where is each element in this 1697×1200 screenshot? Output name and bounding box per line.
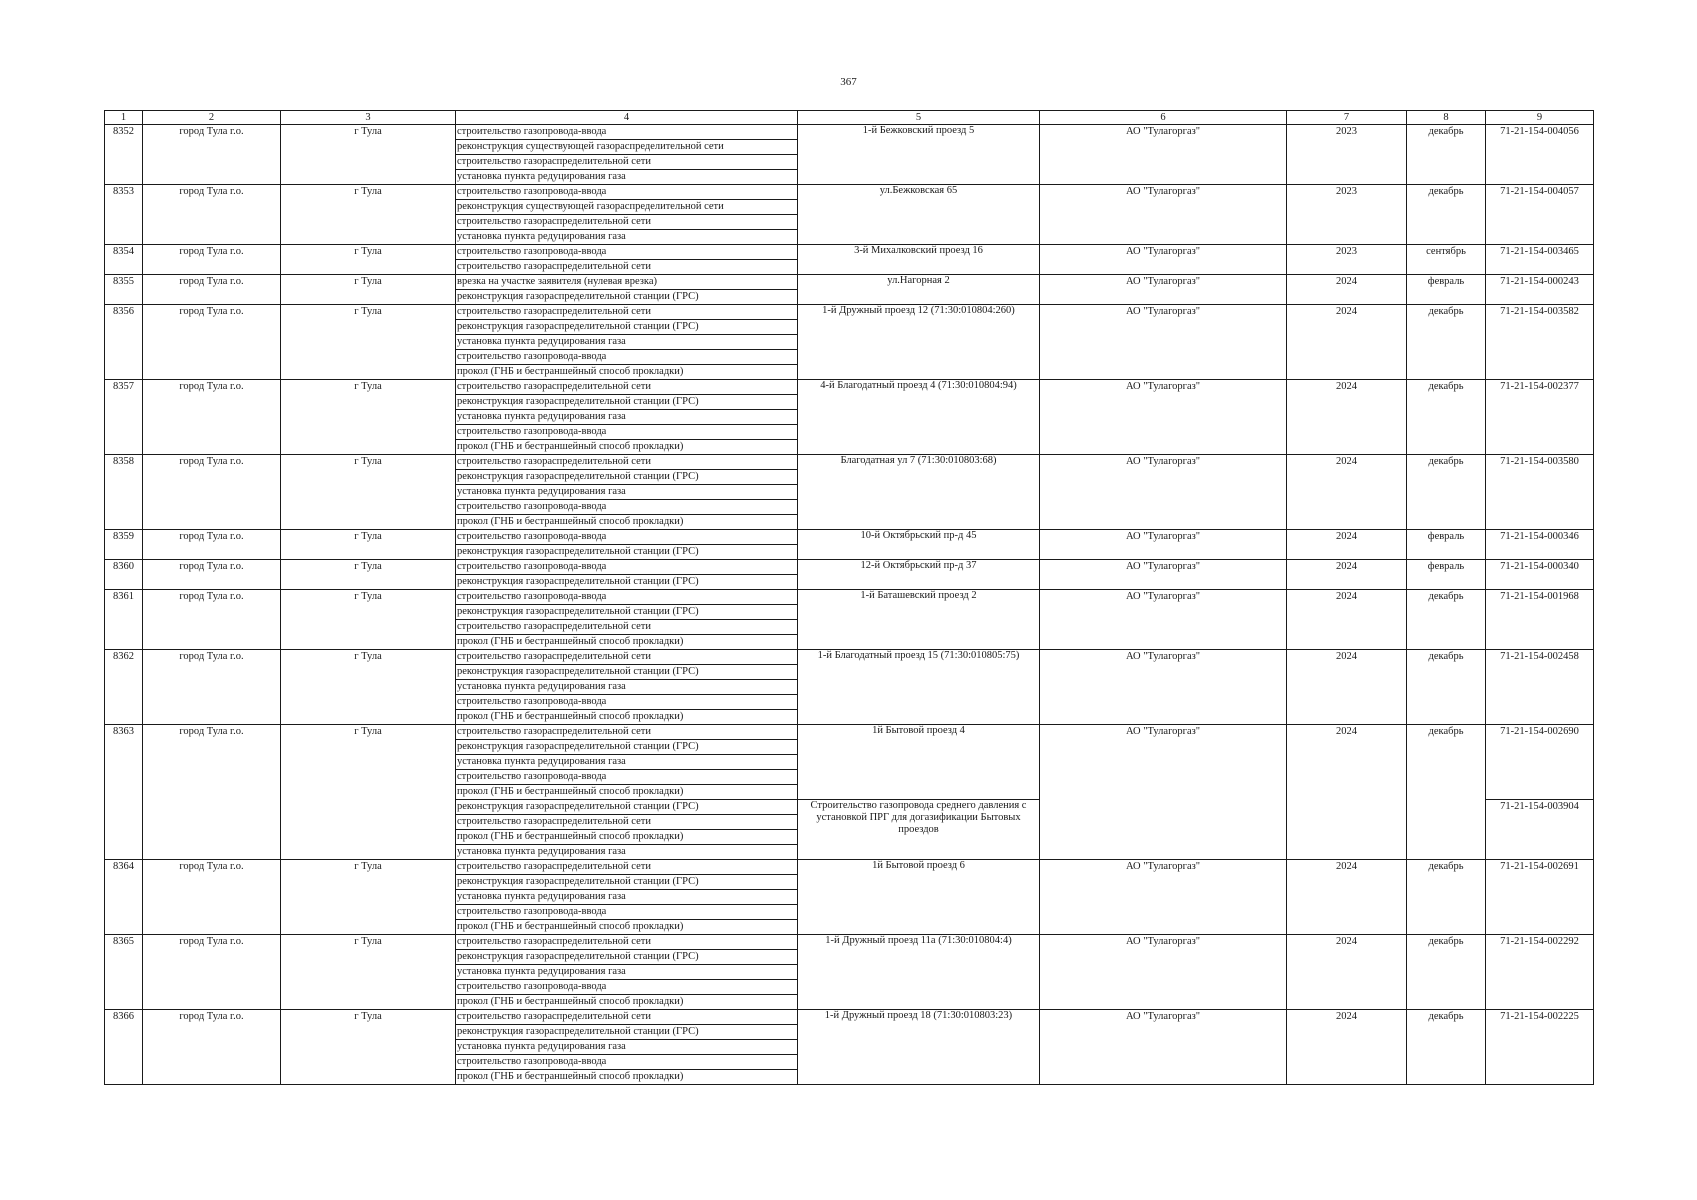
table-row xyxy=(105,380,1594,395)
locality-cell: г Тула xyxy=(281,455,456,530)
page-number: 367 xyxy=(840,76,857,88)
gasification-table xyxy=(104,110,1594,1085)
year-cell: 2023 xyxy=(1287,185,1407,245)
year-cell: 2024 xyxy=(1287,650,1407,725)
column-header: 4 xyxy=(456,111,798,125)
month-cell: декабрь xyxy=(1407,590,1486,650)
work-type-cell: прокол (ГНБ и бестраншейный способ прокладки) xyxy=(456,440,798,455)
district-cell: город Тула г.о. xyxy=(143,725,281,860)
table-row xyxy=(105,1010,1594,1025)
work-type-cell: реконструкция существующей газораспределительной сети xyxy=(456,200,798,215)
application-code-cell: 71-21-154-000243 xyxy=(1486,275,1594,305)
application-code-cell: 71-21-154-003904 xyxy=(1486,800,1594,860)
application-code-cell: 71-21-154-003465 xyxy=(1486,245,1594,275)
column-header: 7 xyxy=(1287,111,1407,125)
month-cell: декабрь xyxy=(1407,185,1486,245)
district-cell: город Тула г.о. xyxy=(143,275,281,305)
application-code-cell: 71-21-154-002377 xyxy=(1486,380,1594,455)
work-type-cell: реконструкция газораспределительной станции (ГРС) xyxy=(456,395,798,410)
address-cell: 1й Бытовой проезд 4 xyxy=(798,725,1040,800)
month-cell: декабрь xyxy=(1407,125,1486,185)
work-type-cell: строительство газораспределительной сети xyxy=(456,725,798,740)
locality-cell: г Тула xyxy=(281,380,456,455)
work-type-cell: реконструкция газораспределительной станции (ГРС) xyxy=(456,470,798,485)
work-type-cell: строительство газораспределительной сети xyxy=(456,380,798,395)
work-type-cell: строительство газораспределительной сети xyxy=(456,260,798,275)
work-type-cell: строительство газораспределительной сети xyxy=(456,455,798,470)
record-number: 8358 xyxy=(105,455,143,530)
work-type-cell: строительство газораспределительной сети xyxy=(456,620,798,635)
work-type-cell: строительство газопровода-ввода xyxy=(456,425,798,440)
locality-cell: г Тула xyxy=(281,560,456,590)
year-cell: 2024 xyxy=(1287,935,1407,1010)
work-type-cell: строительство газопровода-ввода xyxy=(456,500,798,515)
month-cell: декабрь xyxy=(1407,935,1486,1010)
address-cell: 12-й Октябрьский пр-д 37 xyxy=(798,560,1040,590)
month-cell: декабрь xyxy=(1407,725,1486,860)
address-cell: 1-й Дружный проезд 11а (71:30:010804:4) xyxy=(798,935,1040,1010)
work-type-cell: установка пункта редуцирования газа xyxy=(456,890,798,905)
locality-cell: г Тула xyxy=(281,1010,456,1085)
address-cell: 1-й Бежковский проезд 5 xyxy=(798,125,1040,185)
locality-cell: г Тула xyxy=(281,935,456,1010)
address-cell: ул.Нагорная 2 xyxy=(798,275,1040,305)
address-cell: 3-й Михалковский проезд 16 xyxy=(798,245,1040,275)
work-type-cell: строительство газопровода-ввода xyxy=(456,125,798,140)
district-cell: город Тула г.о. xyxy=(143,380,281,455)
work-type-cell: реконструкция газораспределительной станции (ГРС) xyxy=(456,1025,798,1040)
work-type-cell: реконструкция газораспределительной станции (ГРС) xyxy=(456,290,798,305)
year-cell: 2023 xyxy=(1287,245,1407,275)
column-header: 2 xyxy=(143,111,281,125)
organization-cell: АО "Тулагоргаз" xyxy=(1040,560,1287,590)
organization-cell: АО "Тулагоргаз" xyxy=(1040,455,1287,530)
locality-cell: г Тула xyxy=(281,650,456,725)
district-cell: город Тула г.о. xyxy=(143,650,281,725)
table-body xyxy=(105,125,1594,1085)
address-cell: 1й Бытовой проезд 6 xyxy=(798,860,1040,935)
work-type-cell: реконструкция газораспределительной станции (ГРС) xyxy=(456,950,798,965)
locality-cell: г Тула xyxy=(281,245,456,275)
organization-cell: АО "Тулагоргаз" xyxy=(1040,125,1287,185)
work-type-cell: прокол (ГНБ и бестраншейный способ прокладки) xyxy=(456,785,798,800)
table-row xyxy=(105,650,1594,665)
application-code-cell: 71-21-154-000346 xyxy=(1486,530,1594,560)
address-cell: 1-й Дружный проезд 18 (71:30:010803:23) xyxy=(798,1010,1040,1085)
column-header: 5 xyxy=(798,111,1040,125)
locality-cell: г Тула xyxy=(281,275,456,305)
work-type-cell: строительство газопровода-ввода xyxy=(456,185,798,200)
column-header: 6 xyxy=(1040,111,1287,125)
work-type-cell: строительство газопровода-ввода xyxy=(456,695,798,710)
record-number: 8353 xyxy=(105,185,143,245)
district-cell: город Тула г.о. xyxy=(143,935,281,1010)
record-number: 8357 xyxy=(105,380,143,455)
organization-cell: АО "Тулагоргаз" xyxy=(1040,1010,1287,1085)
application-code-cell: 71-21-154-002292 xyxy=(1486,935,1594,1010)
table-row xyxy=(105,860,1594,875)
district-cell: город Тула г.о. xyxy=(143,860,281,935)
work-type-cell: строительство газораспределительной сети xyxy=(456,215,798,230)
column-header: 9 xyxy=(1486,111,1594,125)
locality-cell: г Тула xyxy=(281,860,456,935)
work-type-cell: установка пункта редуцирования газа xyxy=(456,410,798,425)
work-type-cell: реконструкция газораспределительной станции (ГРС) xyxy=(456,875,798,890)
work-type-cell: строительство газораспределительной сети xyxy=(456,1010,798,1025)
work-type-cell: строительство газораспределительной сети xyxy=(456,935,798,950)
district-cell: город Тула г.о. xyxy=(143,530,281,560)
year-cell: 2024 xyxy=(1287,590,1407,650)
locality-cell: г Тула xyxy=(281,125,456,185)
address-cell: Благодатная ул 7 (71:30:010803:68) xyxy=(798,455,1040,530)
address-cell: 1-й Баташевский проезд 2 xyxy=(798,590,1040,650)
work-type-cell: строительство газопровода-ввода xyxy=(456,905,798,920)
district-cell: город Тула г.о. xyxy=(143,1010,281,1085)
month-cell: декабрь xyxy=(1407,650,1486,725)
organization-cell: АО "Тулагоргаз" xyxy=(1040,860,1287,935)
work-type-cell: прокол (ГНБ и бестраншейный способ прокладки) xyxy=(456,365,798,380)
organization-cell: АО "Тулагоргаз" xyxy=(1040,185,1287,245)
application-code-cell: 71-21-154-003582 xyxy=(1486,305,1594,380)
application-code-cell: 71-21-154-004056 xyxy=(1486,125,1594,185)
month-cell: декабрь xyxy=(1407,380,1486,455)
work-type-cell: реконструкция газораспределительной станции (ГРС) xyxy=(456,605,798,620)
district-cell: город Тула г.о. xyxy=(143,305,281,380)
district-cell: город Тула г.о. xyxy=(143,185,281,245)
year-cell: 2024 xyxy=(1287,1010,1407,1085)
work-type-cell: строительство газопровода-ввода xyxy=(456,530,798,545)
work-type-cell: реконструкция существующей газораспределительной сети xyxy=(456,140,798,155)
table-row xyxy=(105,560,1594,575)
application-code-cell: 71-21-154-003580 xyxy=(1486,455,1594,530)
work-type-cell: прокол (ГНБ и бестраншейный способ прокладки) xyxy=(456,635,798,650)
work-type-cell: установка пункта редуцирования газа xyxy=(456,680,798,695)
year-cell: 2023 xyxy=(1287,125,1407,185)
year-cell: 2024 xyxy=(1287,275,1407,305)
work-type-cell: установка пункта редуцирования газа xyxy=(456,845,798,860)
work-type-cell: установка пункта редуцирования газа xyxy=(456,335,798,350)
month-cell: февраль xyxy=(1407,275,1486,305)
table-row xyxy=(105,530,1594,545)
district-cell: город Тула г.о. xyxy=(143,125,281,185)
work-type-cell: прокол (ГНБ и бестраншейный способ прокладки) xyxy=(456,710,798,725)
table-row xyxy=(105,590,1594,605)
organization-cell: АО "Тулагоргаз" xyxy=(1040,935,1287,1010)
address-cell: 10-й Октябрьский пр-д 45 xyxy=(798,530,1040,560)
address-cell: 4-й Благодатный проезд 4 (71:30:010804:94) xyxy=(798,380,1040,455)
locality-cell: г Тула xyxy=(281,725,456,860)
table-row xyxy=(105,125,1594,140)
work-type-cell: реконструкция газораспределительной станции (ГРС) xyxy=(456,320,798,335)
locality-cell: г Тула xyxy=(281,530,456,560)
application-code-cell: 71-21-154-002691 xyxy=(1486,860,1594,935)
locality-cell: г Тула xyxy=(281,305,456,380)
work-type-cell: строительство газопровода-ввода xyxy=(456,245,798,260)
application-code-cell: 71-21-154-002225 xyxy=(1486,1010,1594,1085)
header-row xyxy=(105,111,1594,125)
work-type-cell: установка пункта редуцирования газа xyxy=(456,485,798,500)
application-code-cell: 71-21-154-002690 xyxy=(1486,725,1594,800)
district-cell: город Тула г.о. xyxy=(143,455,281,530)
work-type-cell: строительство газопровода-ввода xyxy=(456,590,798,605)
month-cell: февраль xyxy=(1407,560,1486,590)
record-number: 8355 xyxy=(105,275,143,305)
record-number: 8356 xyxy=(105,305,143,380)
work-type-cell: прокол (ГНБ и бестраншейный способ прокладки) xyxy=(456,920,798,935)
record-number: 8366 xyxy=(105,1010,143,1085)
work-type-cell: установка пункта редуцирования газа xyxy=(456,965,798,980)
work-type-cell: строительство газопровода-ввода xyxy=(456,350,798,365)
record-number: 8352 xyxy=(105,125,143,185)
organization-cell: АО "Тулагоргаз" xyxy=(1040,245,1287,275)
work-type-cell: строительство газораспределительной сети xyxy=(456,860,798,875)
table-row xyxy=(105,455,1594,470)
district-cell: город Тула г.о. xyxy=(143,560,281,590)
work-type-cell: врезка на участке заявителя (нулевая врезка) xyxy=(456,275,798,290)
year-cell: 2024 xyxy=(1287,725,1407,860)
work-type-cell: реконструкция газораспределительной станции (ГРС) xyxy=(456,740,798,755)
year-cell: 2024 xyxy=(1287,860,1407,935)
year-cell: 2024 xyxy=(1287,560,1407,590)
table-row xyxy=(105,185,1594,200)
month-cell: декабрь xyxy=(1407,860,1486,935)
organization-cell: АО "Тулагоргаз" xyxy=(1040,590,1287,650)
work-type-cell: строительство газопровода-ввода xyxy=(456,1055,798,1070)
record-number: 8354 xyxy=(105,245,143,275)
table-row xyxy=(105,725,1594,740)
table-row xyxy=(105,305,1594,320)
year-cell: 2024 xyxy=(1287,455,1407,530)
table-row xyxy=(105,935,1594,950)
work-type-cell: реконструкция газораспределительной станции (ГРС) xyxy=(456,575,798,590)
locality-cell: г Тула xyxy=(281,185,456,245)
work-type-cell: строительство газораспределительной сети xyxy=(456,305,798,320)
table-header xyxy=(105,111,1594,125)
work-type-cell: установка пункта редуцирования газа xyxy=(456,170,798,185)
work-type-cell: прокол (ГНБ и бестраншейный способ прокладки) xyxy=(456,830,798,845)
month-cell: февраль xyxy=(1407,530,1486,560)
address-cell: 1-й Дружный проезд 12 (71:30:010804:260) xyxy=(798,305,1040,380)
district-cell: город Тула г.о. xyxy=(143,245,281,275)
work-type-cell: строительство газопровода-ввода xyxy=(456,980,798,995)
column-header: 1 xyxy=(105,111,143,125)
organization-cell: АО "Тулагоргаз" xyxy=(1040,530,1287,560)
work-type-cell: прокол (ГНБ и бестраншейный способ прокладки) xyxy=(456,1070,798,1085)
work-type-cell: строительство газопровода-ввода xyxy=(456,560,798,575)
locality-cell: г Тула xyxy=(281,590,456,650)
work-type-cell: установка пункта редуцирования газа xyxy=(456,755,798,770)
address-cell: ул.Бежковская 65 xyxy=(798,185,1040,245)
work-type-cell: установка пункта редуцирования газа xyxy=(456,1040,798,1055)
record-number: 8360 xyxy=(105,560,143,590)
table-row xyxy=(105,275,1594,290)
work-type-cell: строительство газораспределительной сети xyxy=(456,155,798,170)
year-cell: 2024 xyxy=(1287,380,1407,455)
month-cell: сентябрь xyxy=(1407,245,1486,275)
record-number: 8362 xyxy=(105,650,143,725)
work-type-cell: строительство газораспределительной сети xyxy=(456,815,798,830)
work-type-cell: реконструкция газораспределительной станции (ГРС) xyxy=(456,545,798,560)
record-number: 8365 xyxy=(105,935,143,1010)
application-code-cell: 71-21-154-002458 xyxy=(1486,650,1594,725)
column-header: 3 xyxy=(281,111,456,125)
organization-cell: АО "Тулагоргаз" xyxy=(1040,650,1287,725)
month-cell: декабрь xyxy=(1407,1010,1486,1085)
year-cell: 2024 xyxy=(1287,530,1407,560)
record-number: 8361 xyxy=(105,590,143,650)
application-code-cell: 71-21-154-000340 xyxy=(1486,560,1594,590)
month-cell: декабрь xyxy=(1407,305,1486,380)
work-type-cell: прокол (ГНБ и бестраншейный способ прокладки) xyxy=(456,995,798,1010)
address-cell: 1-й Благодатный проезд 15 (71:30:010805:75) xyxy=(798,650,1040,725)
district-cell: город Тула г.о. xyxy=(143,590,281,650)
application-code-cell: 71-21-154-004057 xyxy=(1486,185,1594,245)
work-type-cell: реконструкция газораспределительной станции (ГРС) xyxy=(456,665,798,680)
year-cell: 2024 xyxy=(1287,305,1407,380)
organization-cell: АО "Тулагоргаз" xyxy=(1040,305,1287,380)
application-code-cell: 71-21-154-001968 xyxy=(1486,590,1594,650)
organization-cell: АО "Тулагоргаз" xyxy=(1040,275,1287,305)
month-cell: декабрь xyxy=(1407,455,1486,530)
address-cell: Строительство газопровода среднего давления с установкой ПРГ для догазификации Бытовых проездов xyxy=(798,800,1040,860)
record-number: 8363 xyxy=(105,725,143,860)
record-number: 8364 xyxy=(105,860,143,935)
column-header: 8 xyxy=(1407,111,1486,125)
work-type-cell: строительство газопровода-ввода xyxy=(456,770,798,785)
work-type-cell: установка пункта редуцирования газа xyxy=(456,230,798,245)
table-row xyxy=(105,245,1594,260)
work-type-cell: реконструкция газораспределительной станции (ГРС) xyxy=(456,800,798,815)
work-type-cell: прокол (ГНБ и бестраншейный способ прокладки) xyxy=(456,515,798,530)
work-type-cell: строительство газораспределительной сети xyxy=(456,650,798,665)
record-number: 8359 xyxy=(105,530,143,560)
organization-cell: АО "Тулагоргаз" xyxy=(1040,380,1287,455)
organization-cell: АО "Тулагоргаз" xyxy=(1040,725,1287,860)
